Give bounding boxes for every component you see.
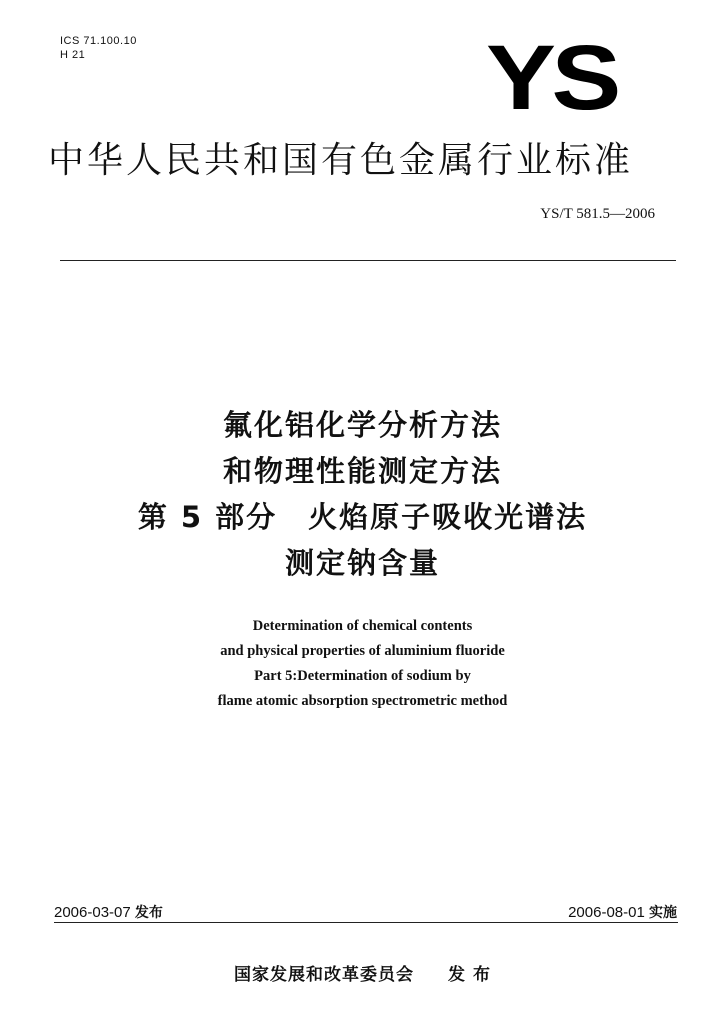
issuer-line [0, 960, 725, 985]
chinese-title-line-4: 测定钠含量 [284, 546, 440, 580]
ics-code: ICS 71.100.10 [60, 35, 137, 47]
chinese-title-line-1: 氟化铝化学分析方法 [222, 408, 502, 442]
header-divider [60, 260, 676, 261]
english-title-line-2: and physical properties of aluminium fluoride [220, 643, 505, 659]
issuer-action: 发 布 [448, 965, 491, 985]
implementation-date-value: 2006-08-01 [568, 904, 645, 921]
chinese-title [0, 402, 725, 586]
issue-date-value: 2006-03-07 [54, 904, 131, 921]
ccs-code: H 21 [60, 49, 86, 61]
implementation-date [568, 902, 677, 922]
implementation-date-label: 实施 [649, 905, 677, 921]
ys-logo: YS [486, 27, 617, 129]
english-title [0, 614, 725, 714]
issue-date [54, 902, 163, 922]
chinese-title-line-2: 和物理性能测定方法 [222, 454, 502, 488]
english-title-line-4: flame atomic absorption spectrometric method [217, 693, 508, 709]
issue-date-label: 发布 [134, 905, 163, 921]
issuing-authority-title: 中华人民共和国有色金属行业标准 [48, 140, 634, 181]
standard-number: YS/T 581.5—2006 [540, 206, 655, 222]
footer-divider [54, 922, 678, 923]
issuer-name: 国家发展和改革委员会 [234, 965, 415, 985]
chinese-title-line-3: 第 5 部分 火焰原子吸收光谱法 [137, 500, 588, 534]
english-title-line-3: Part 5:Determination of sodium by [254, 668, 471, 684]
classification-codes [60, 34, 137, 62]
english-title-line-1: Determination of chemical contents [252, 618, 473, 634]
